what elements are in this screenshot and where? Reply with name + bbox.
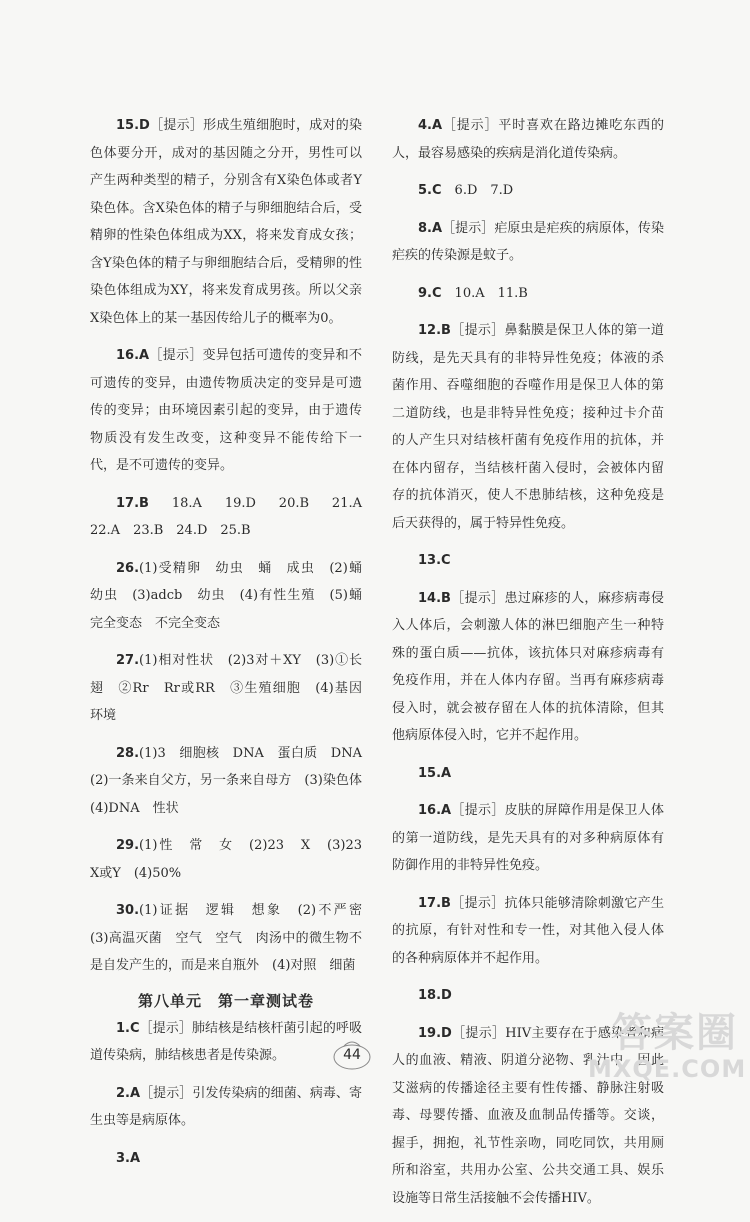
answer-item: 13.C bbox=[418, 553, 451, 568]
answer-item: 9.C 10.A 11.B bbox=[418, 285, 528, 301]
answer-item: 8.A［提示］疟原虫是疟疾的病原体，传染疟疾的传染源是蚊子。 bbox=[392, 220, 664, 263]
answer-item: 15.A bbox=[418, 765, 452, 781]
answer-item: 28.(1)3 细胞核 DNA 蛋白质 DNA (2)一条来自父方，另一条来自母方 (3)染色体 (4)DNA 性状 bbox=[90, 745, 376, 816]
answer-item: 18.D bbox=[418, 988, 452, 1003]
page-number: 44 bbox=[330, 1038, 374, 1072]
answer-item: 19.D［提示］HIV主要存在于感染者和病人的血液、精液、阴道分泌物、乳汁中，因此艾滋病的传播途径主要有性传播、静脉注射吸毒、母婴传播、血液及血制品传播等。交谈，握手，拥抱，礼节性亲吻，同吃同饮，共用厕所和浴室，共用办公室、公共交通工具、娱乐设施等日常生活接触不会传播HIV。 bbox=[392, 1025, 664, 1206]
answer-item: 16.A［提示］变异包括可遗传的变异和不可遗传的变异，由遗传物质决定的变异是可遗传的变异；由环境因素引起的变异，由于遗传物质没有发生改变，这种变异不能传给下一代，是不可遗传的变异。 bbox=[90, 348, 362, 473]
answer-item: 17.B［提示］抗体只能够清除刺激它产生的抗原，有针对性和专一性，对其他入侵人体的各种病原体并不起作用。 bbox=[392, 895, 664, 966]
answer-item: 30.(1)证据 逻辑 想象 (2)不严密 (3)高温灭菌 空气 空气 肉汤中的微生物不是自发产生的，而是来自瓶外 (4)对照 细菌 bbox=[90, 903, 376, 973]
watermark-url: MXQE.COM bbox=[588, 1055, 747, 1083]
answer-item: 2.A［提示］引发传染病的细菌、病毒、寄生虫等是病原体。 bbox=[90, 1085, 362, 1128]
left-column bbox=[90, 112, 376, 1182]
answer-item: 5.C 6.D 7.D bbox=[418, 183, 514, 198]
watermark-title: 答案圈 bbox=[612, 1010, 738, 1056]
answer-item: 1.C［提示］肺结核是结核杆菌引起的呼吸道传染病，肺结核患者是传染源。 bbox=[90, 1020, 362, 1063]
answer-item: 15.D［提示］形成生殖细胞时，成对的染色体要分开，成对的基因随之分开，男性可以产生两种类型的精子，分别含有X染色体或者Y染色体。含X染色体的精子与卵细胞结合后，受精卵的性染色体组成为XX，将来发育成女孩；含Y染色体的精子与卵细胞结合后，受精卵的性染色体组成为XY，将来发育成男孩。所以父亲X染色体上的某一基因传给儿子的概率为0。 bbox=[90, 118, 362, 326]
answer-item: 16.A［提示］皮肤的屏障作用是保卫人体的第一道防线，是先天具有的对多种病原体有防御作用的非特异性免疫。 bbox=[392, 803, 664, 873]
answer-item: 27.(1)相对性状 (2)3对＋XY (3)①长翅 ②Rr Rr或RR ③生殖细胞 (4)基因 环境 bbox=[90, 653, 376, 723]
answer-item: 4.A［提示］平时喜欢在路边摊吃东西的人，最容易感染的疾病是消化道传染病。 bbox=[392, 118, 664, 161]
watermark-logo bbox=[588, 1010, 747, 1090]
answer-item: 26.(1)受精卵 幼虫 蛹 成虫 (2)蛹 幼虫 (3)adcb 幼虫 (4)有性生殖 (5)蛹 完全变态 不完全变态 bbox=[90, 560, 376, 631]
answer-item: 29.(1)性 常 女 (2)23 X (3)23 X或Y (4)50% bbox=[90, 838, 376, 881]
answer-item: 12.B［提示］鼻黏膜是保卫人体的第一道防线，是先天具有的非特异性免疫；体液的杀菌作用、吞噬细胞的吞噬作用是保卫人体的第二道防线，也是非特异性免疫；接种过卡介苗的人产生只对结核杆菌有免疫作用的抗体，并在体内留存，当结核杆菌入侵时，会被体内留存的抗体消灭，使人不患肺结核，这种免疫是后天获得的，属于特异性免疫。 bbox=[392, 323, 664, 531]
answer-item: 3.A bbox=[116, 1150, 141, 1166]
answer-item: 17.B 18.A 19.D 20.B 21.A 22.A 23.B 24.D 25.B bbox=[90, 495, 376, 538]
answer-item: 14.B［提示］患过麻疹的人，麻疹病毒侵入人体后，会刺激人体的淋巴细胞产生一种特殊的蛋白质——抗体，该抗体只对麻疹病毒有免疫作用，并在人体内存留。当再有麻疹病毒侵入时，就会被存留在人体的抗体清除，但其他病原体侵入时，它并不起作用。 bbox=[392, 590, 664, 743]
section-title: 第八单元 第一章测试卷 bbox=[137, 991, 314, 1010]
